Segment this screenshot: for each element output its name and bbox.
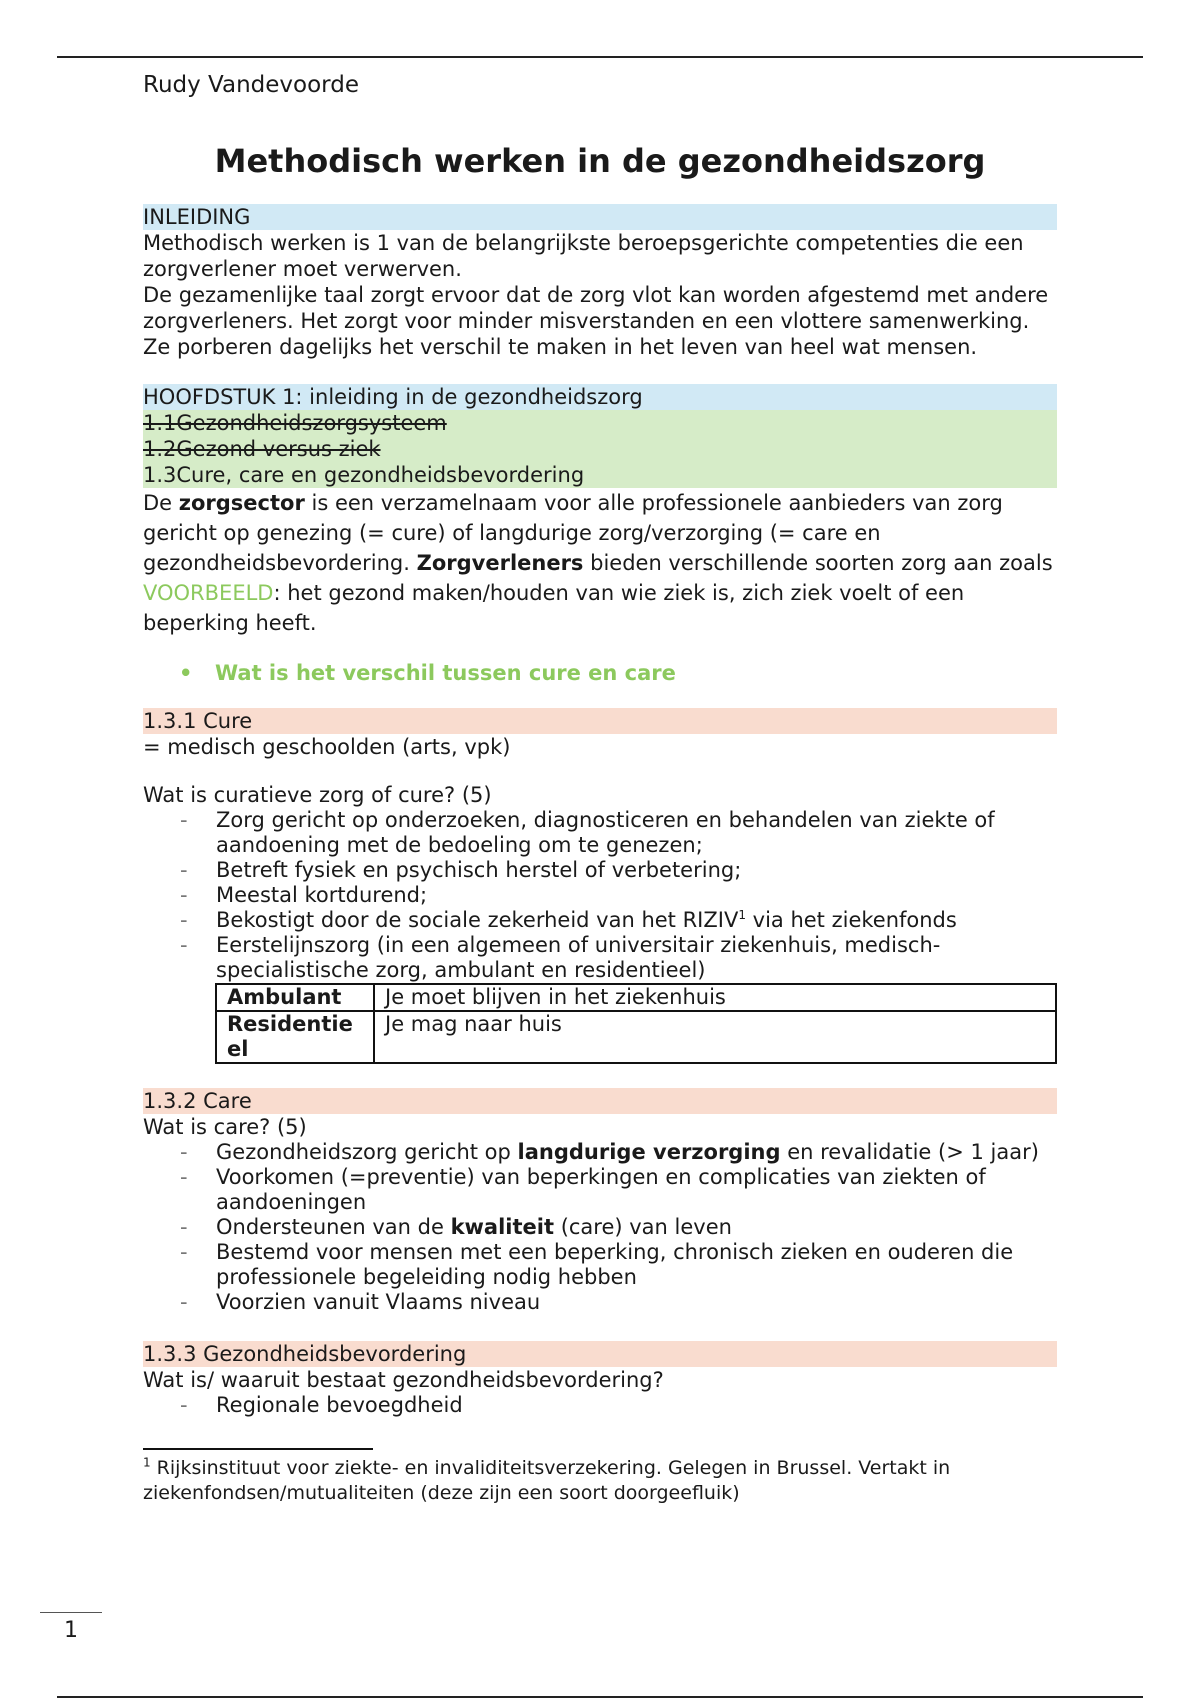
page-number: 1 xyxy=(64,1618,78,1643)
footnote xyxy=(143,1456,1057,1506)
page-number-block xyxy=(40,1612,102,1645)
list-item xyxy=(143,1165,1057,1215)
care-list xyxy=(143,1140,1057,1315)
intro-paragraph-1: Methodisch werken is 1 van de belangrijkste beroepsgerichte competenties die een zorgverlener moet verwerven. xyxy=(143,231,1024,281)
cure-heading: 1.3.1 Cure xyxy=(143,708,1057,734)
text-fragment: bieden verschillende soorten zorg aan zoals xyxy=(583,551,1053,575)
dash-icon: - xyxy=(180,1393,188,1417)
care-heading: 1.3.2 Care xyxy=(143,1088,1057,1114)
footnote-text: Rijksinstituut voor ziekte- en invaliditeitsverzekering. Gelegen in Brussel. Vertakt in ziekenfondsen/mutualiteiten (deze zijn een soort doorgeefluik) xyxy=(143,1457,951,1504)
footer-rule xyxy=(57,1696,1143,1698)
list-item-text: Zorg gericht op onderzoeken, diagnosticeren en behandelen van ziekte of aandoening met de bedoeling om te genezen; xyxy=(216,808,995,857)
dash-icon: - xyxy=(180,1215,188,1239)
promotion-heading: 1.3.3 Gezondheidsbevordering xyxy=(143,1341,1057,1367)
list-item xyxy=(143,1290,1057,1315)
list-item xyxy=(143,933,1057,983)
list-item xyxy=(143,858,1057,883)
table-row xyxy=(216,1011,1056,1063)
bold-term: kwaliteit xyxy=(450,1215,555,1239)
author-name: Rudy Vandevoorde xyxy=(143,72,359,98)
table-row xyxy=(216,984,1056,1011)
dash-icon: - xyxy=(180,908,188,932)
list-item-text: Voorkomen (=preventie) van beperkingen en complicaties van ziekten of aandoeningen xyxy=(216,1165,986,1214)
ambulant-residentieel-table xyxy=(215,983,1057,1064)
cure-list xyxy=(143,808,1057,983)
intro-heading: INLEIDING xyxy=(143,204,1057,230)
bold-term: Zorgverleners xyxy=(416,551,584,575)
list-item xyxy=(143,808,1057,858)
table-cell-term: Ambulant xyxy=(216,984,374,1011)
bold-term: langdurige verzorging xyxy=(517,1140,781,1164)
bullet-icon: • xyxy=(179,661,193,685)
dash-icon: - xyxy=(180,1290,188,1314)
dash-icon: - xyxy=(180,1140,188,1164)
table-cell-desc: Je moet blijven in het ziekenhuis xyxy=(374,984,1056,1011)
list-item-text: Bekostigt door de sociale zekerheid van het RIZIV xyxy=(216,908,739,932)
section-1-3: 1.3Cure, care en gezondheidsbevordering xyxy=(143,462,1057,488)
dash-icon: - xyxy=(180,1165,188,1189)
voorbeeld-label: VOORBEELD xyxy=(143,581,274,605)
footnote-separator xyxy=(143,1448,373,1450)
list-item-text: Betreft fysiek en psychisch herstel of verbetering; xyxy=(216,858,742,882)
list-item xyxy=(143,1215,1057,1240)
footnote-reference[interactable]: 1 xyxy=(738,908,746,922)
header-rule xyxy=(57,56,1143,58)
list-item-text: via het ziekenfonds xyxy=(745,908,957,932)
text-fragment: is een verzamelnaam voor alle professionele aanbieders van zorg gericht op genezing (= cure) of langdurige zorg/verzorging (= care en gezondheidsbevordering. xyxy=(143,491,1003,575)
page-title: Methodisch werken in de gezondheidszorg xyxy=(214,142,986,180)
list-item-text: en revalidatie (> 1 jaar) xyxy=(780,1140,1039,1164)
list-item xyxy=(143,1240,1057,1290)
list-item-text: Voorzien vanuit Vlaams niveau xyxy=(216,1290,541,1314)
dash-icon: - xyxy=(180,933,188,957)
intro-paragraph-2: De gezamenlijke taal zorgt ervoor dat de zorg vlot kan worden afgestemd met andere zorgverleners. Het zorgt voor minder misverstanden en een vlottere samenwerking. Ze porberen dagelijks het verschil te maken in het leven van heel wat mensen. xyxy=(143,283,1049,359)
dash-icon: - xyxy=(180,1240,188,1264)
list-item-text: Ondersteunen van de xyxy=(216,1215,451,1239)
question-bullet xyxy=(143,658,1057,688)
list-item xyxy=(143,1140,1057,1165)
list-item xyxy=(143,908,1057,933)
table-cell-desc: Je mag naar huis xyxy=(374,1011,1056,1063)
footnote-mark: 1 xyxy=(143,1455,151,1470)
list-item-text: Eerstelijnszorg (in een algemeen of universitair ziekenhuis, medisch-specialistische zorg, ambulant en residentieel) xyxy=(216,933,941,982)
care-question: Wat is care? (5) xyxy=(143,1115,307,1139)
question-text: Wat is het verschil tussen cure en care xyxy=(215,661,676,685)
list-item-text: Meestal kortdurend; xyxy=(216,883,428,907)
section-1-2: 1.2Gezond versus ziek xyxy=(143,436,1057,462)
list-item-text: (care) van leven xyxy=(554,1215,732,1239)
cure-definition: = medisch geschoolden (arts, vpk) xyxy=(143,735,511,759)
promotion-list xyxy=(143,1393,1057,1418)
dash-icon: - xyxy=(180,858,188,882)
text-fragment: De xyxy=(143,491,179,515)
list-item xyxy=(143,1393,1057,1418)
bold-term: zorgsector xyxy=(178,491,305,515)
zorgsector-paragraph xyxy=(143,488,1057,638)
dash-icon: - xyxy=(180,808,188,832)
table-cell-term: Residentie el xyxy=(216,1011,374,1063)
cure-question: Wat is curatieve zorg of cure? (5) xyxy=(143,783,492,807)
chapter-heading: HOOFDSTUK 1: inleiding in de gezondheidszorg xyxy=(143,384,1057,410)
promotion-question: Wat is/ waaruit bestaat gezondheidsbevordering? xyxy=(143,1368,664,1392)
document-page xyxy=(143,68,1057,1506)
list-item xyxy=(143,883,1057,908)
list-item-text: Regionale bevoegdheid xyxy=(216,1393,463,1417)
text-fragment: : het gezond maken/houden van wie ziek is, zich ziek voelt of een beperking heeft. xyxy=(143,581,965,635)
list-item-text: Bestemd voor mensen met een beperking, chronisch zieken en ouderen die professionele begeleiding nodig hebben xyxy=(216,1240,1014,1289)
dash-icon: - xyxy=(180,883,188,907)
section-1-1: 1.1Gezondheidszorgsysteem xyxy=(143,410,1057,436)
list-item-text: Gezondheidszorg gericht op xyxy=(216,1140,518,1164)
